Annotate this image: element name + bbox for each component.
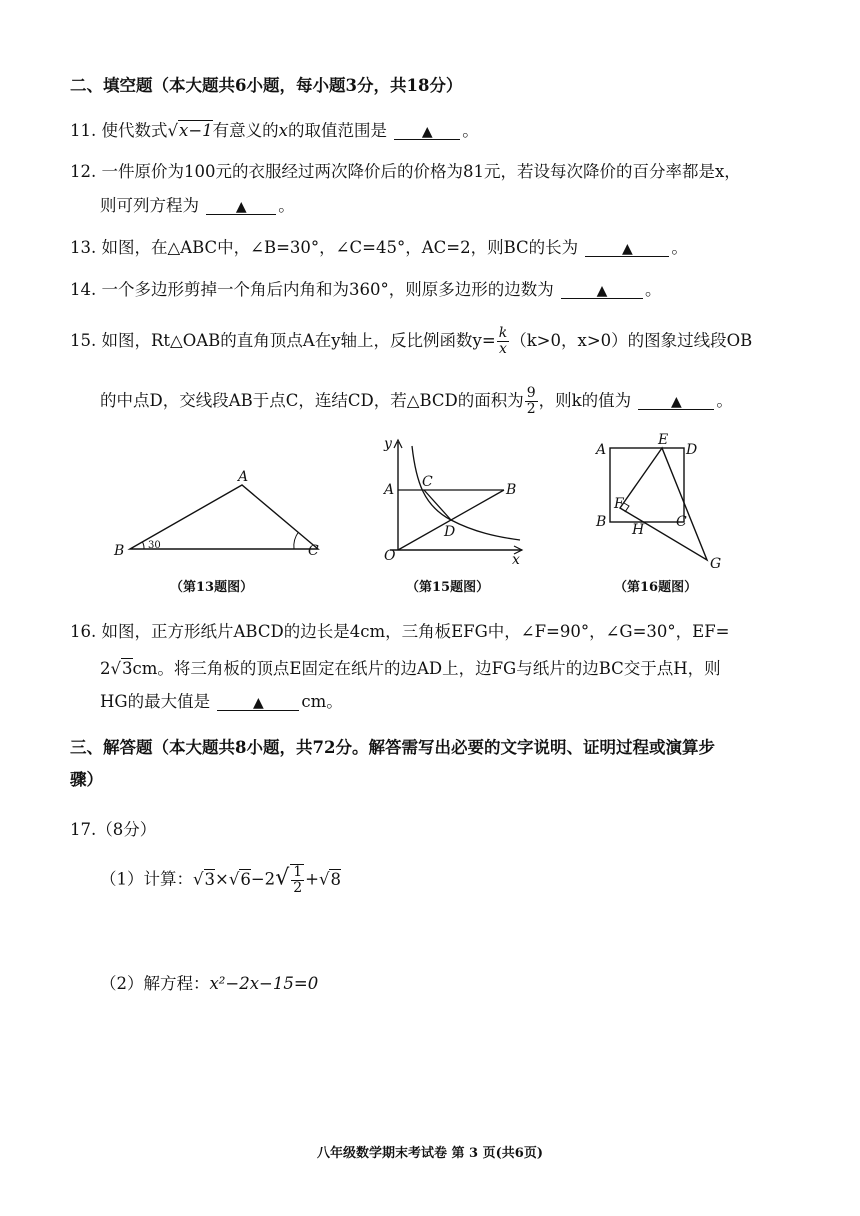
- page-footer: 八年级数学期末考试卷 第 3 页(共6页): [317, 1146, 543, 1161]
- q11-var: x: [278, 121, 288, 140]
- fraction-numerator: 1: [293, 864, 303, 880]
- q16-radicand: 3: [122, 659, 133, 678]
- answer-blank: [394, 119, 460, 140]
- figure-15-graph: [372, 436, 532, 566]
- label-o: O: [384, 548, 396, 564]
- answer-triangle-mark: ▲: [596, 283, 608, 299]
- question-11: [70, 119, 479, 143]
- answer-blank: [638, 389, 714, 410]
- question-15-line1: [70, 326, 752, 357]
- label-a: A: [238, 469, 249, 485]
- question-13: [70, 236, 688, 260]
- fraction-denominator: 2: [526, 401, 536, 417]
- answer-triangle-mark: ▲: [421, 124, 433, 140]
- question-16-line1: [70, 620, 730, 644]
- question-14: [70, 278, 662, 302]
- fraction-denominator: x: [498, 341, 507, 357]
- label-x: x: [512, 552, 520, 566]
- figure-16-caption: （第16题图）: [614, 580, 698, 595]
- figure-16-square-triangle: [590, 432, 730, 572]
- triangle-efg: [620, 448, 707, 560]
- q11-text-a: 使代数式: [101, 121, 168, 140]
- q16-unit: cm。: [301, 692, 343, 711]
- label-a: A: [596, 442, 607, 458]
- sqrt-sign-large: √: [275, 865, 290, 891]
- q16-coef: 2: [100, 659, 111, 678]
- minus-two: −2: [250, 869, 276, 889]
- question-number: 12.: [70, 162, 97, 181]
- q13-text: 如图，在△ABC中，∠B=30°，∠C=45°，AC=2，则BC的长为: [101, 238, 579, 257]
- angle-30-label: 30: [148, 540, 161, 551]
- question-15-line2: [100, 386, 733, 417]
- q15-text-d: ，则k的值为: [538, 391, 632, 410]
- radicand-8: 8: [330, 869, 341, 889]
- q15-end: 。: [716, 391, 733, 410]
- q16-text3: HG的最大值是: [100, 692, 211, 711]
- times-sign: ×: [215, 869, 229, 889]
- answer-blank: [206, 194, 276, 215]
- nine-halves-fraction: [525, 386, 538, 417]
- answer-blank: [585, 236, 669, 257]
- q12-end: 。: [278, 196, 295, 215]
- question-17-part2: [100, 972, 318, 996]
- q15-text-c: 的中点D，交线段AB于点C，连结CD，若△BCD的面积为: [100, 391, 524, 410]
- q12-text: 一件原价为100元的衣服经过两次降价后的价格为81元，若设每次降价的百分率都是x，: [101, 162, 741, 181]
- label-g: G: [710, 556, 722, 572]
- answer-triangle-mark: ▲: [235, 199, 247, 215]
- q11-text-b: 有意义的: [212, 121, 279, 140]
- sqrt-sign: √: [318, 869, 330, 889]
- label-c: C: [308, 543, 319, 559]
- question-number: 11.: [70, 121, 97, 140]
- equation: x²−2x−15=0: [209, 974, 319, 993]
- figure-13-caption: （第13题图）: [170, 580, 254, 595]
- q16-text1: 如图，正方形纸片ABCD的边长是4cm，三角板EFG中，∠F=90°，∠G=30°，EF=: [101, 622, 730, 641]
- label-f: F: [614, 496, 624, 512]
- q16-text2: cm。将三角板的顶点E固定在纸片的边AD上，边FG与纸片的边BC交于点H，则: [132, 659, 721, 678]
- question-17-header: 17.（8分）: [70, 820, 157, 839]
- q12-text2: 则可列方程为: [100, 196, 199, 215]
- question-number: 13.: [70, 238, 97, 257]
- sqrt-sign: √: [228, 869, 240, 889]
- fraction-denominator: 2: [293, 880, 303, 896]
- fraction-numerator: 9: [526, 385, 536, 401]
- label-d: D: [444, 524, 456, 540]
- q11-text-c: 的取值范围是: [287, 121, 387, 140]
- label-c: C: [422, 474, 433, 490]
- section-3-title-line1: 三、解答题（本大题共8小题，共72分。解答需写出必要的文字说明、证明过程或演算步: [70, 738, 715, 757]
- question-12-line2: [100, 194, 295, 218]
- q11-radicand: x−1: [179, 121, 213, 140]
- label-e: E: [658, 432, 669, 448]
- sqrt-sign: √: [193, 869, 204, 889]
- label-b: B: [114, 543, 125, 559]
- angle-c-arc: [294, 532, 299, 549]
- label-y: y: [384, 436, 392, 452]
- segment-cd: [424, 490, 451, 520]
- sqrt-half-fraction: [290, 864, 304, 896]
- section-3-title-line2: 骤）: [70, 770, 103, 789]
- answer-triangle-mark: ▲: [621, 241, 633, 257]
- part2-label: （2）解方程：: [100, 974, 210, 993]
- question-16-line3: [100, 690, 343, 714]
- section-2-title: 二、填空题（本大题共6小题，每小题3分，共18分）: [70, 76, 463, 95]
- answer-blank: [561, 278, 643, 299]
- hyperbola-curve: [412, 446, 520, 540]
- sqrt-sign: √: [167, 121, 179, 140]
- label-a: A: [384, 482, 395, 498]
- label-d: D: [686, 442, 698, 458]
- q13-end: 。: [671, 238, 688, 257]
- angle-b-arc: [143, 542, 145, 549]
- q14-text: 一个多边形剪掉一个角后内角和为360°，则原多边形的边数为: [101, 280, 554, 299]
- answer-triangle-mark: ▲: [252, 695, 264, 711]
- q14-end: 。: [645, 280, 662, 299]
- figure-15-caption: （第15题图）: [406, 580, 490, 595]
- question-number: 15.: [70, 331, 97, 350]
- k-over-x-fraction: [497, 326, 509, 357]
- question-number: 14.: [70, 280, 97, 299]
- question-16-line2: [100, 657, 721, 681]
- plus-sign: +: [305, 869, 319, 889]
- label-c: C: [676, 514, 687, 530]
- figure-13-triangle: [110, 465, 340, 565]
- q11-end: 。: [462, 121, 479, 140]
- radicand-6: 6: [240, 869, 251, 889]
- answer-triangle-mark: ▲: [671, 394, 682, 410]
- radicand-3: 3: [204, 869, 216, 889]
- label-b: B: [596, 514, 607, 530]
- q15-text-a: 如图，Rt△OAB的直角顶点A在y轴上，反比例函数y=: [101, 331, 496, 350]
- q15-text-b: （k>0，x>0）的图象过线段OB: [510, 331, 753, 350]
- fraction-numerator: k: [498, 325, 508, 341]
- answer-blank: [217, 690, 299, 711]
- question-12-line1: [70, 160, 741, 184]
- label-b: B: [506, 482, 517, 498]
- question-number: 16.: [70, 622, 97, 641]
- part1-label: （1）计算：: [100, 869, 193, 889]
- sqrt-sign: √: [110, 659, 122, 678]
- question-17-part1: [100, 864, 341, 896]
- label-h: H: [632, 522, 645, 538]
